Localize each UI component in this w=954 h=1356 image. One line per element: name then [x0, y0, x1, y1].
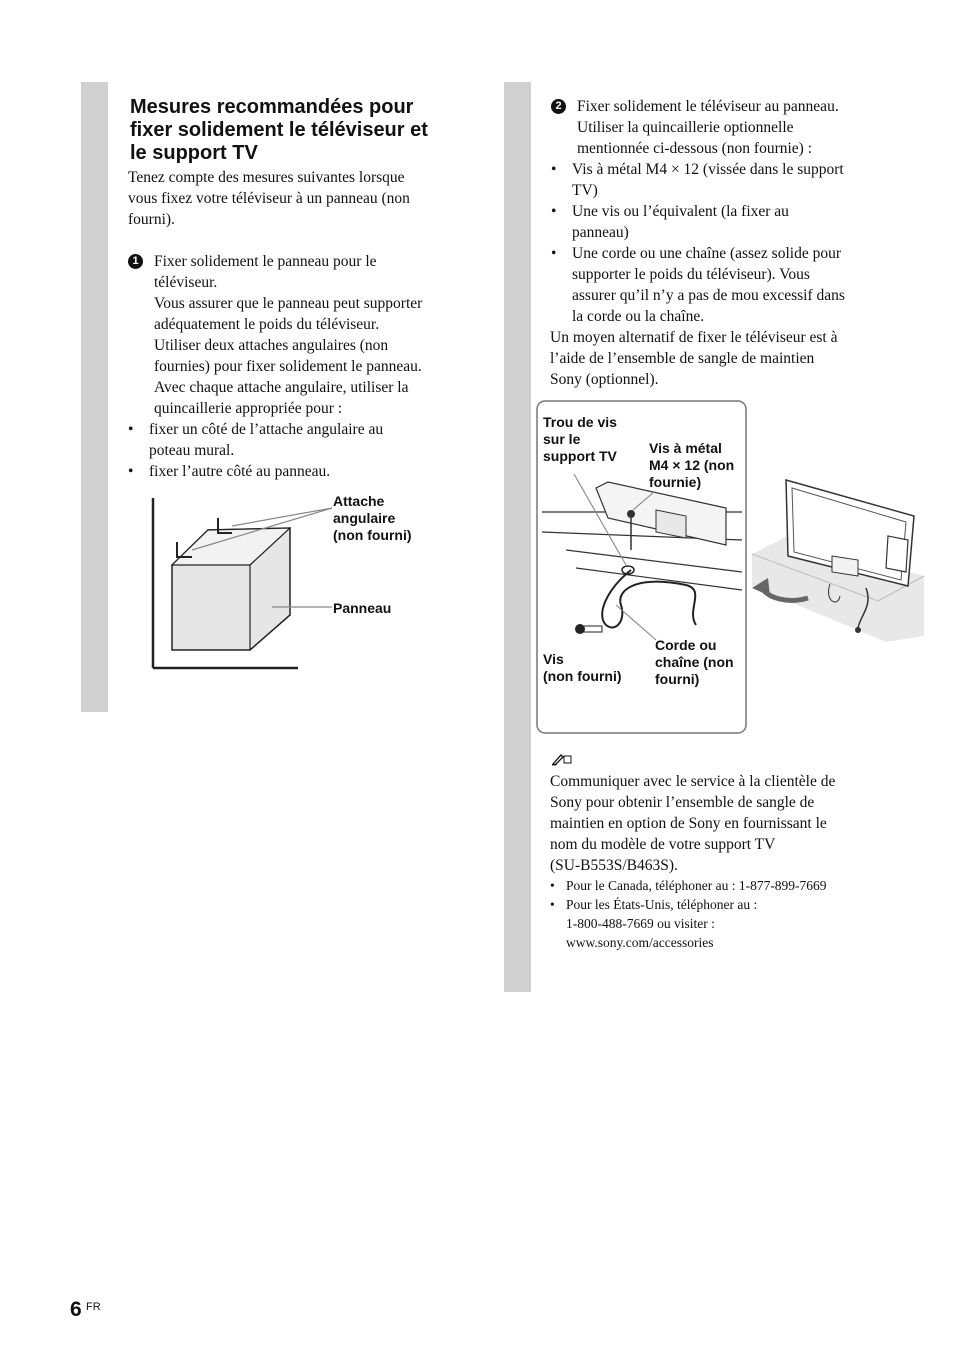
bullet-line: poteau mural. [149, 442, 235, 459]
note-line: maintien en option de Sony en fournissant le [550, 815, 827, 832]
bullet-line: supporter le poids du téléviseur). Vous [572, 266, 810, 283]
note-line: (SU-B553S/B463S). [550, 857, 678, 874]
left-sidebar-bar [81, 82, 108, 712]
label-screw [543, 651, 622, 685]
alternative-paragraph [550, 327, 838, 390]
label-line: chaîne (non [655, 654, 734, 670]
bullet-line: panneau) [572, 224, 629, 241]
note-bullet-line: Pour le Canada, téléphoner au : 1-877-899-7669 [566, 878, 827, 893]
label-line: Trou de vis [543, 414, 617, 430]
bullet-line: TV) [572, 182, 598, 199]
intro-paragraph [128, 167, 410, 230]
title-line: le support TV [130, 142, 258, 164]
title-line: Mesures recommandées pour [130, 96, 414, 118]
step-1-text [154, 251, 422, 419]
step-1-line: Vous assurer que le panneau peut supporter [154, 295, 423, 312]
label-line: angulaire [333, 510, 396, 526]
alt-line: l’aide de l’ensemble de sangle de maintien [550, 350, 815, 367]
bullet-line: Une corde ou une chaîne (assez solide pour [572, 245, 841, 262]
bullet-line: fixer un côté de l’attache angulaire au [149, 421, 384, 438]
note-bullet-line: 1-800-488-7669 ou visiter : [566, 916, 715, 931]
note-pencil-icon [551, 752, 573, 766]
label-bracket [333, 493, 412, 544]
label-line: fourni) [655, 671, 700, 687]
right-sidebar-bar [504, 82, 531, 992]
step-2-line: Fixer solidement le téléviseur au panneau. [577, 98, 839, 115]
step-1-line: Avec chaque attache angulaire, utiliser la [154, 379, 409, 396]
step-2-number: 2 [551, 99, 566, 114]
step-2-text [577, 96, 839, 159]
label-line: Vis à métal [649, 440, 722, 456]
step-1-line: Utiliser deux attaches angulaires (non [154, 337, 389, 354]
alt-line: Un moyen alternatif de fixer le téléviseur est à [550, 329, 838, 346]
tv-on-stand-illustration [748, 476, 928, 644]
title-line: fixer solidement le téléviseur et [130, 119, 428, 141]
intro-line: fourni). [128, 211, 175, 228]
screw-shape [575, 624, 602, 634]
note-paragraph [550, 771, 835, 876]
label-line: fournie) [649, 474, 702, 490]
step-2-line: Utiliser la quincaillerie optionnelle [577, 119, 794, 136]
intro-line: vous fixez votre téléviseur à un panneau (non [128, 190, 410, 207]
note-line: Communiquer avec le service à la clientèle de [550, 773, 836, 790]
label-panel: Panneau [333, 600, 392, 616]
step-1-line: quincaillerie appropriée pour : [154, 400, 343, 417]
label-line: M4 × 12 (non [649, 457, 735, 473]
label-metal-screw [649, 440, 734, 491]
step-1-line: Fixer solidement le panneau pour le [154, 253, 377, 270]
label-line: (non fourni) [333, 527, 412, 543]
note-bullet-line: Pour les États-Unis, téléphoner au : [566, 897, 758, 912]
step-2-line: mentionnée ci-dessous (non fournie) : [577, 140, 813, 157]
bullet-line: Une vis ou l’équivalent (la fixer au [572, 203, 789, 220]
step-1-line: téléviseur. [154, 274, 218, 291]
label-screw-hole [543, 414, 617, 465]
label-line: Corde ou [655, 637, 717, 653]
note-line: nom du modèle de votre support TV [550, 836, 776, 853]
bullet-line: fixer l’autre côté au panneau. [149, 463, 331, 480]
label-cord [655, 637, 734, 688]
note-bullet-line: www.sony.com/accessories [566, 935, 714, 950]
step-1-line: adéquatement le poids du téléviseur. [154, 316, 380, 333]
page-number: 6 [70, 1298, 82, 1321]
note-line: Sony pour obtenir l’ensemble de sangle de [550, 794, 815, 811]
label-line: Attache [333, 493, 385, 509]
bullet-line: assurer qu’il n’y a pas de mou excessif dans [572, 287, 845, 304]
step-1-line: fournies) pour fixer solidement le panneau. [154, 358, 422, 375]
label-line: sur le [543, 431, 581, 447]
intro-line: Tenez compte des mesures suivantes lorsque [128, 169, 405, 186]
label-line: support TV [543, 448, 617, 464]
bullet-line: Vis à métal M4 × 12 (vissée dans le support [572, 161, 844, 178]
metal-screw-head [627, 510, 635, 518]
page-language: FR [86, 1301, 101, 1313]
panel-bracket-illustration [140, 490, 340, 675]
bullet-line: la corde ou la chaîne. [572, 308, 705, 325]
label-line: (non fourni) [543, 668, 622, 684]
alt-line: Sony (optionnel). [550, 371, 659, 388]
step-1-number: 1 [128, 254, 143, 269]
label-line: Vis [543, 651, 564, 667]
section-title [130, 96, 470, 165]
